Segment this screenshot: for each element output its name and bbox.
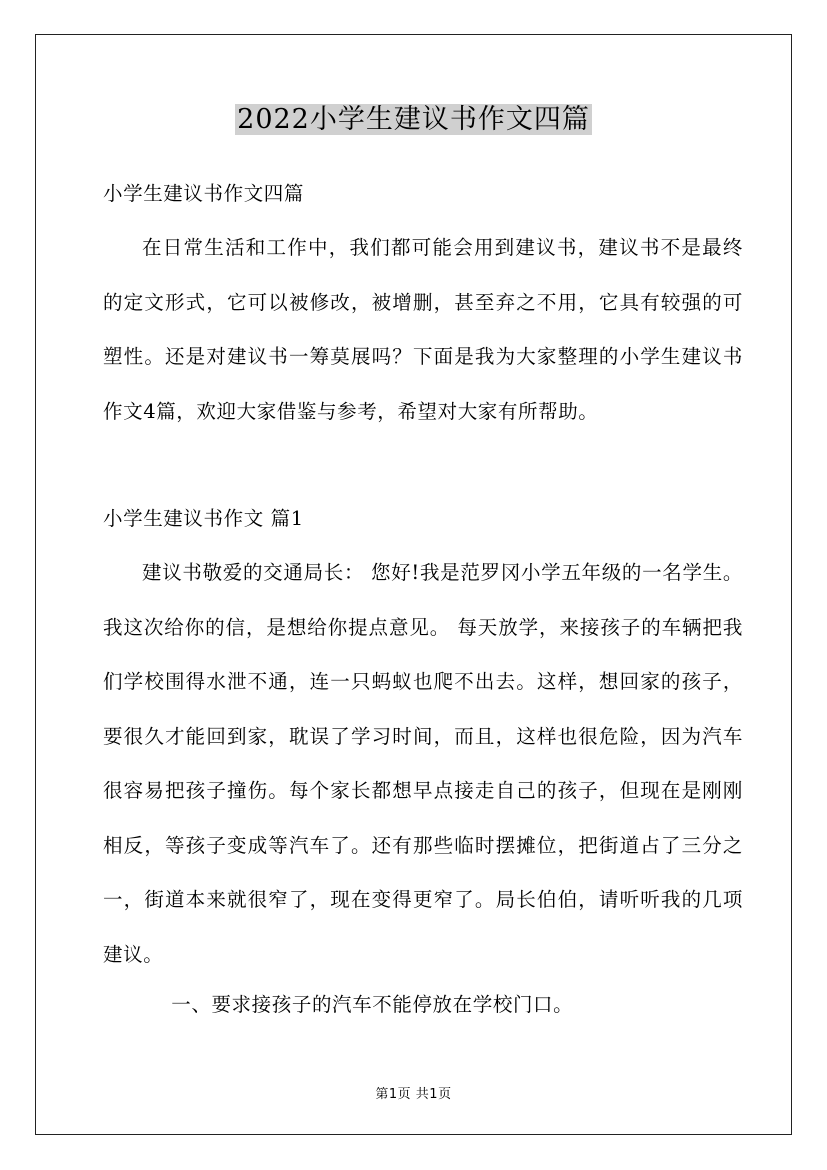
page-footer: 第1页 共1页 bbox=[375, 1087, 452, 1102]
section-heading: 小学生建议书作文 篇1 bbox=[103, 507, 304, 530]
list-item-1: 一、要求接孩子的汽车不能停放在学校门口。 bbox=[171, 993, 574, 1016]
document-subtitle: 小学生建议书作文四篇 bbox=[103, 182, 305, 205]
section-paragraph: 建议书敬爱的交通局长： 您好!我是范罗冈小学五年级的一名学生。我这次给你的信，是想给你提点意见。 每天放学，来接孩子的车辆把我们学校围得水泄不通，连一只蚂蚁也爬不出去。这样，想回家的孩子，要很久才能回到家，耽误了学习时间，而且，这样也很危险，因为汽车很容易把孩子撞伤。每个家长都想早点接走自己的孩子，但现在是刚刚相反，等孩子变成等汽车了。还有那些临时摆摊位，把街道占了三分之一，街道本来就很窄了，现在变得更窄了。局长伯伯，请听听我的几项建议。 bbox=[103, 561, 743, 966]
intro-paragraph: 在日常生活和工作中，我们都可能会用到建议书，建议书不是最终的定文形式，它可以被修改，被增删，甚至弃之不用，它具有较强的可塑性。还是对建议书一筹莫展吗？下面是我为大家整理的小学生建议书作文4篇，欢迎大家借鉴与参考，希望对大家有所帮助。 bbox=[103, 236, 743, 423]
document-title bbox=[0, 100, 827, 140]
document-title-text: 2022小学生建议书作文四篇 bbox=[237, 104, 590, 135]
